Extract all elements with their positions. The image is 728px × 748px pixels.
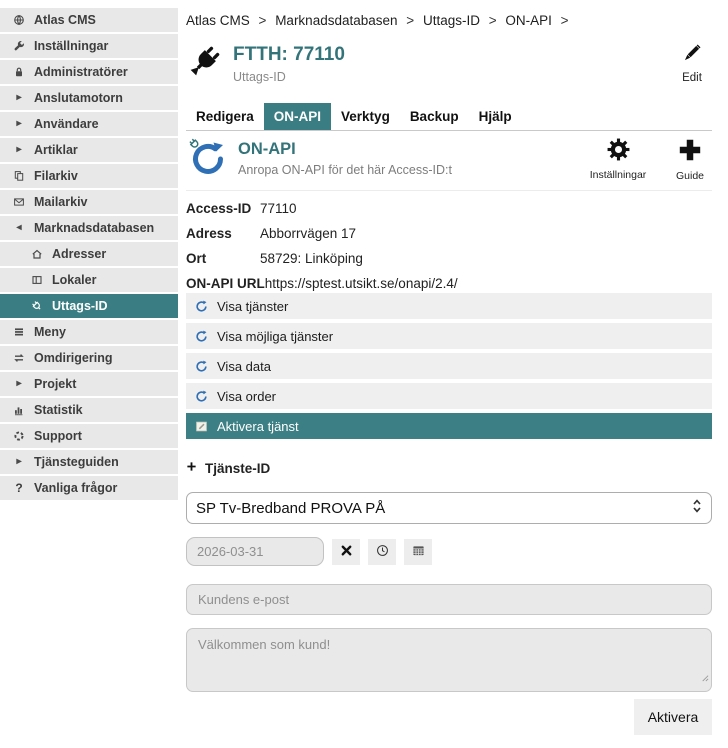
page-subtitle: Uttags-ID (233, 70, 286, 84)
date-input[interactable] (186, 537, 324, 566)
menu-icon (11, 326, 27, 338)
sidebar-item-label: Adresser (52, 247, 107, 261)
sidebar-item-administratorer[interactable] (0, 60, 178, 84)
refresh-icon (195, 300, 208, 313)
detail-label: Ort (186, 251, 207, 266)
action-visa-data[interactable] (186, 353, 712, 379)
sidebar-item-omdirigering[interactable] (0, 346, 178, 370)
sidebar-item-statistik[interactable] (0, 398, 178, 422)
main-content (186, 0, 712, 748)
clock-icon (376, 544, 389, 560)
detail-label: ON-API URL (186, 276, 265, 291)
tab-on-api[interactable]: ON-API (264, 103, 331, 130)
sidebar-item-label: Filarkiv (34, 169, 78, 183)
arrows-icon (11, 352, 27, 364)
breadcrumb (186, 13, 574, 28)
divider (186, 190, 712, 191)
sidebar-item-label: Lokaler (52, 273, 97, 287)
customer-email-input[interactable] (186, 584, 712, 615)
sidebar-item-label: Uttags-ID (52, 299, 108, 313)
aktivera-button[interactable]: Aktivera (634, 699, 712, 735)
breadcrumb-separator: > (258, 13, 267, 28)
plus-icon (677, 150, 703, 167)
caret-right-icon: ▸ (16, 378, 22, 389)
sidebar-item-anvandare[interactable] (0, 112, 178, 136)
envelope-icon (11, 196, 27, 208)
tab-backup[interactable]: Backup (409, 109, 459, 124)
action-visa-order[interactable] (186, 383, 712, 409)
detail-value: https://sptest.utsikt.se/onapi/2.4/ (264, 276, 458, 291)
sidebar-item-mailarkiv[interactable] (0, 190, 178, 214)
section-title: ON-API (238, 140, 296, 158)
sidebar-item-marknadsdatabasen[interactable] (0, 216, 178, 240)
sidebar-item-label: Inställningar (34, 39, 109, 53)
action-label: Visa tjänster (217, 298, 289, 314)
action-visa-mojliga-tjanster[interactable] (186, 323, 712, 349)
refresh-icon (195, 330, 208, 343)
sidebar-item-adresser[interactable] (0, 242, 178, 266)
sidebar-item-label: Administratörer (34, 65, 128, 79)
edit-button[interactable] (672, 42, 712, 84)
plus-small-icon (186, 459, 197, 477)
service-select-value: SP Tv-Bredband PROVA PÅ (196, 499, 386, 517)
sidebar-item-support[interactable] (0, 424, 178, 448)
wrench-icon (11, 40, 27, 52)
caret-right-icon: ▸ (16, 92, 22, 103)
breadcrumb-link[interactable]: Uttags-ID (422, 13, 480, 28)
lock-icon (11, 66, 27, 78)
date-row (186, 537, 712, 567)
details-list (186, 196, 712, 296)
breadcrumb-separator: > (488, 13, 497, 28)
section-subtitle: Anropa ON-API för det här Access-ID:t (238, 163, 452, 177)
caret-right-icon: ▸ (16, 144, 22, 155)
time-picker-button[interactable] (368, 539, 396, 565)
refresh-icon (195, 360, 208, 373)
layout-icon (29, 274, 45, 286)
clear-date-button[interactable] (332, 539, 360, 565)
action-label: Visa möjliga tjänster (217, 328, 334, 344)
sidebar-item-label: Vanliga frågor (34, 481, 118, 495)
guide-label: Guide (675, 170, 705, 182)
sidebar-item-vanliga-fragor[interactable] (0, 476, 178, 500)
breadcrumb-link[interactable]: Atlas CMS (186, 13, 250, 28)
action-aktivera-tjanst[interactable] (186, 413, 712, 439)
onapi-logo-icon (188, 138, 228, 183)
welcome-message-wrap (186, 628, 712, 692)
action-list (186, 293, 712, 443)
pencil-icon (681, 51, 703, 68)
guide-button[interactable] (668, 137, 712, 182)
page-title: FTTH: 77110 (233, 44, 345, 65)
sidebar-item-label: Tjänsteguiden (34, 455, 119, 469)
sidebar-item-label: Mailarkiv (34, 195, 88, 209)
sidebar-item-filarkiv[interactable] (0, 164, 178, 188)
sidebar-item-anslutamotorn[interactable] (0, 86, 178, 110)
sidebar-item-label: Marknadsdatabasen (34, 221, 155, 235)
caret-left-icon: ◂ (16, 222, 22, 233)
calendar-icon (412, 544, 425, 560)
gear-icon (606, 149, 631, 166)
caret-right-icon: ▸ (16, 456, 22, 467)
sidebar-item-label: Projekt (34, 377, 77, 391)
detail-value: 77110 (260, 201, 297, 216)
settings-label: Inställningar (589, 169, 647, 181)
chevron-up-down-icon (692, 498, 702, 518)
tjanste-id-toggle[interactable] (186, 459, 270, 477)
action-label: Visa data (217, 358, 271, 374)
action-label: Aktivera tjänst (217, 418, 299, 434)
calendar-picker-button[interactable] (404, 539, 432, 565)
sidebar-item-atlas-cms[interactable] (0, 8, 178, 32)
breadcrumb-separator: > (406, 13, 415, 28)
sidebar-item-label: Användare (34, 117, 99, 131)
sidebar-item-label: Support (34, 429, 82, 443)
welcome-message-textarea[interactable] (186, 628, 712, 692)
sidebar-item-label: Omdirigering (34, 351, 113, 365)
edit-label: Edit (682, 72, 702, 84)
question-icon: ? (15, 481, 23, 495)
home-icon (29, 248, 45, 260)
refresh-icon (195, 390, 208, 403)
sidebar-item-label: Meny (34, 325, 66, 339)
detail-value: Abborrvägen 17 (260, 226, 357, 241)
action-visa-tjanster[interactable] (186, 293, 712, 319)
sidebar-item-artiklar[interactable] (0, 138, 178, 162)
detail-row (186, 221, 712, 246)
breadcrumb-separator: > (560, 13, 569, 28)
sidebar-item-meny[interactable] (0, 320, 178, 344)
sidebar-item-lokaler[interactable] (0, 268, 178, 292)
tab-hjalp[interactable]: Hjälp (478, 109, 512, 124)
sidebar-item-label: Statistik (34, 403, 83, 417)
sidebar-item-label: Anslutamotorn (34, 91, 123, 105)
detail-value: 58729: Linköping (260, 251, 363, 266)
sidebar-item-uttags-id[interactable] (0, 294, 178, 318)
sidebar-item-tjansteguiden[interactable] (0, 450, 178, 474)
close-icon (340, 544, 353, 560)
breadcrumb-link[interactable]: Marknadsdatabasen (275, 13, 398, 28)
sidebar-item-label: Atlas CMS (34, 13, 96, 27)
caret-right-icon: ▸ (16, 118, 22, 129)
tab-verktyg[interactable]: Verktyg (341, 109, 390, 124)
chart-icon (11, 404, 27, 416)
service-select[interactable] (186, 492, 712, 524)
tab-redigera[interactable]: Redigera (196, 109, 254, 124)
plug-icon (186, 44, 222, 85)
tjanste-id-label: Tjänste-ID (205, 460, 271, 476)
detail-label: Access-ID (186, 201, 252, 216)
plug-icon (29, 300, 45, 312)
sidebar-item-label: Artiklar (34, 143, 78, 157)
action-label: Visa order (217, 388, 277, 404)
detail-row (186, 246, 712, 271)
settings-button[interactable] (582, 137, 654, 181)
sidebar (0, 8, 178, 502)
detail-label: Adress (186, 226, 232, 241)
ring-icon (11, 430, 27, 442)
resize-handle-icon[interactable] (700, 669, 709, 687)
sidebar-item-installningar[interactable] (0, 34, 178, 58)
globe-icon (11, 14, 27, 26)
tab-bar (186, 103, 712, 131)
files-icon (11, 170, 27, 182)
breadcrumb-link[interactable]: ON-API (505, 13, 552, 28)
note-icon (195, 420, 208, 433)
sidebar-item-projekt[interactable] (0, 372, 178, 396)
detail-row (186, 196, 712, 221)
